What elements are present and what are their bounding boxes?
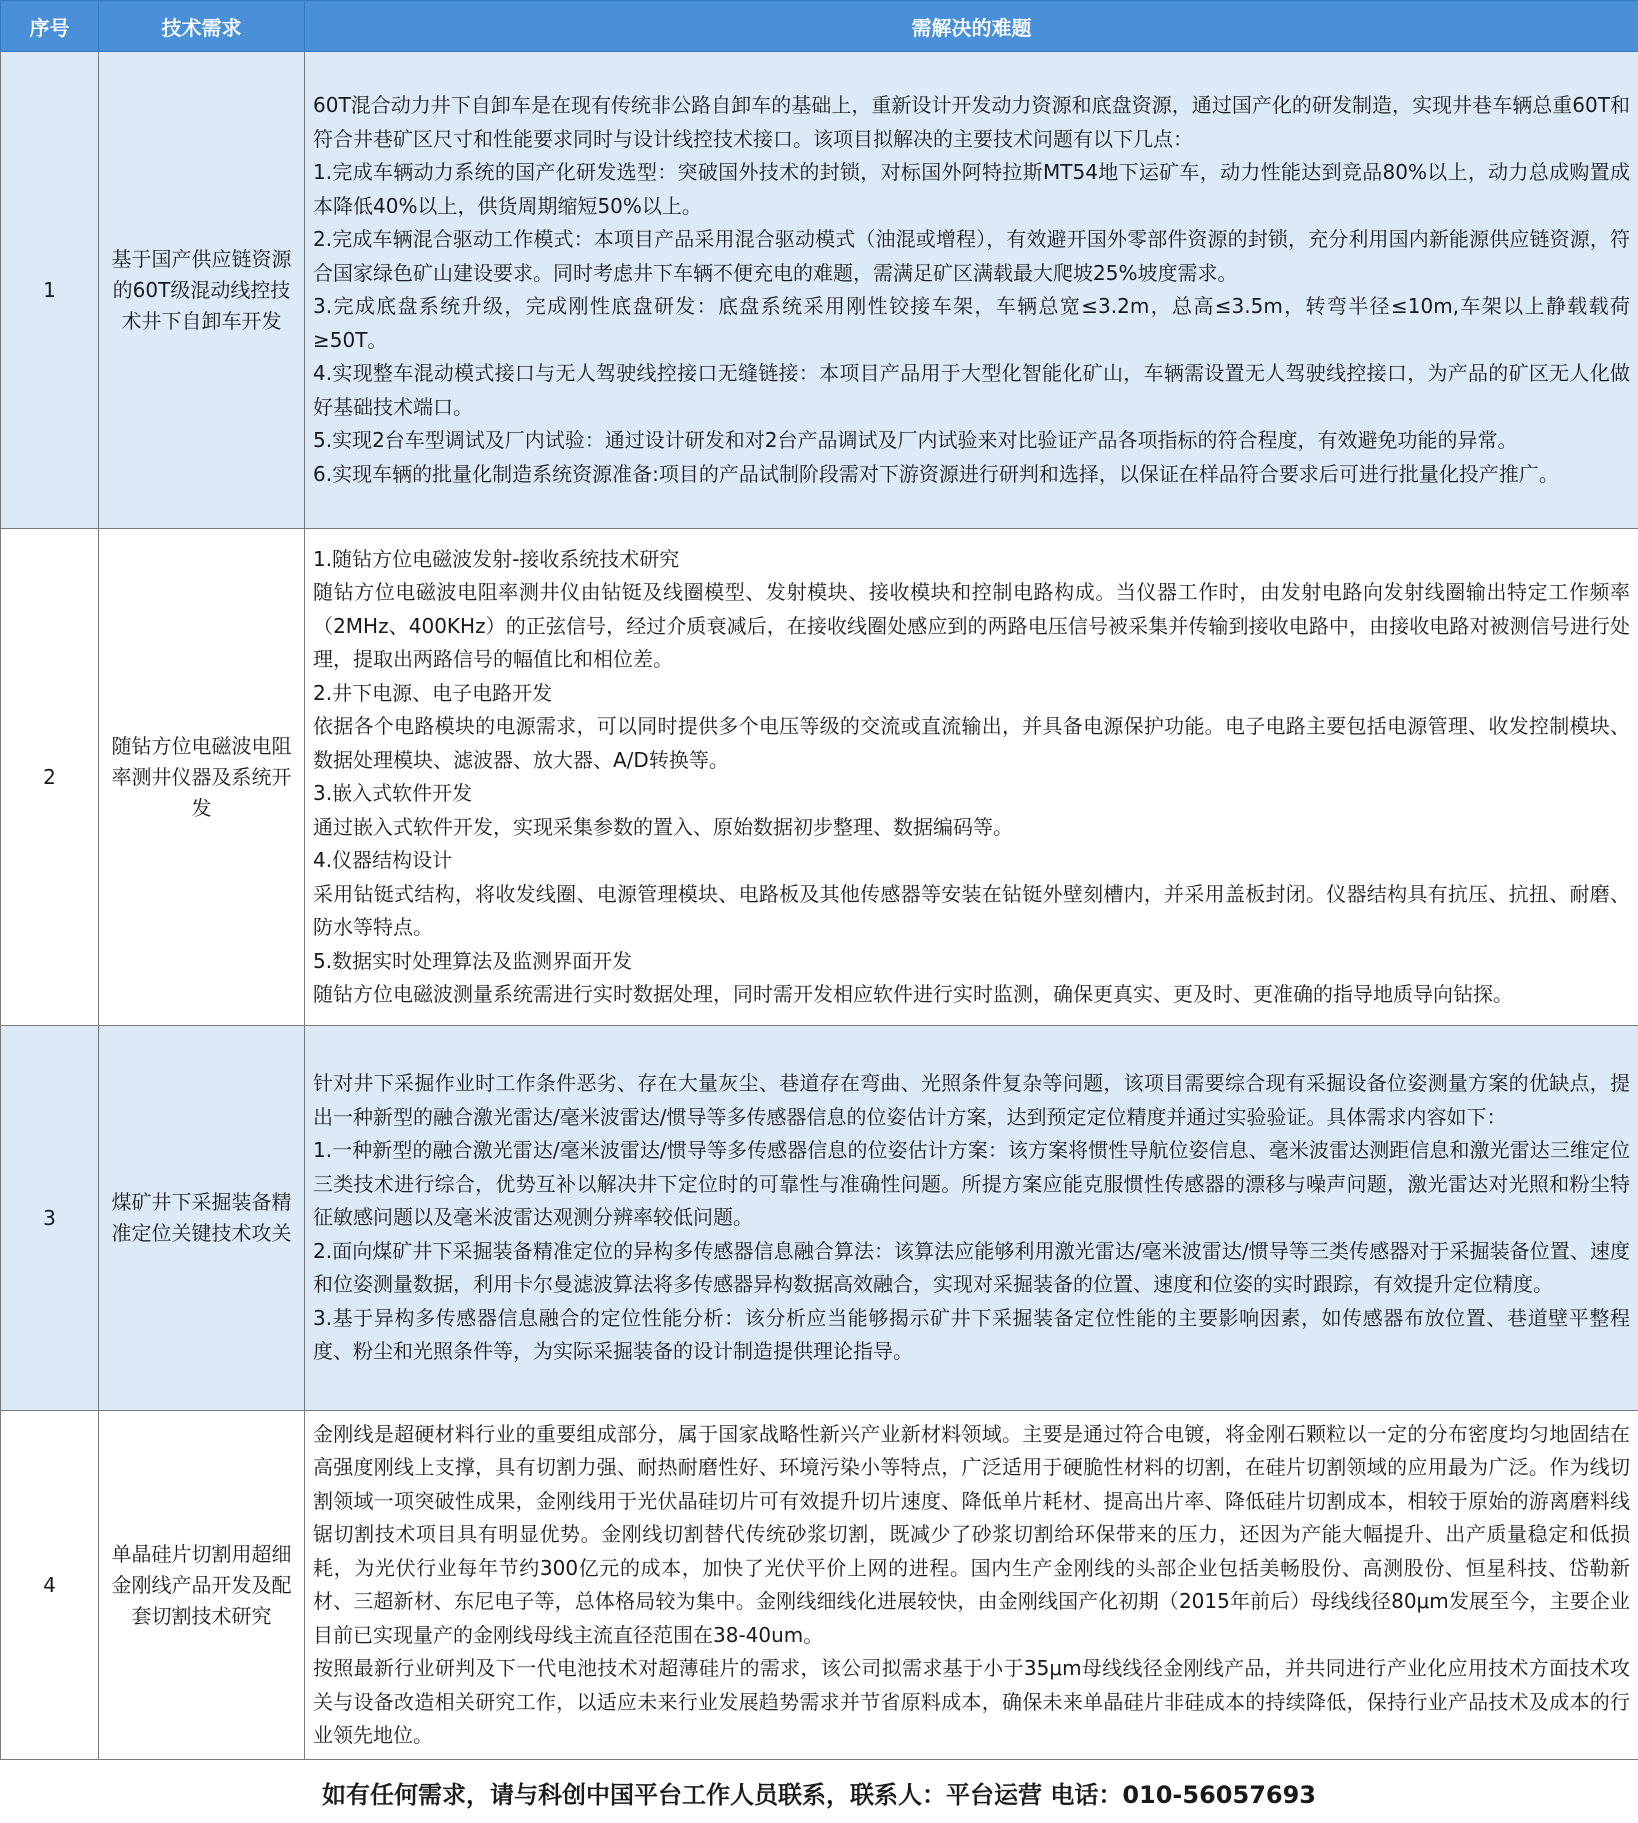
- row-problem-description: [305, 52, 1638, 529]
- table-row: [1, 529, 1638, 1026]
- problem-paragraph: 4.仪器结构设计: [313, 848, 453, 872]
- problem-paragraph: 3.完成底盘系统升级，完成刚性底盘研发：底盘系统采用刚性铰接车架，车辆总宽≤3.2m，总高≤3.5m，转弯半径≤10m,车架以上静载载荷≥50T。: [313, 294, 1630, 352]
- problem-paragraph: 3.基于异构多传感器信息融合的定位性能分析：该分析应当能够揭示矿井下采掘装备定位性能的主要影响因素，如传感器布放位置、巷道壁平整程度、粉尘和光照条件等，为实际采掘装备的设计制造提供理论指导。: [313, 1305, 1630, 1364]
- problem-paragraph: 随钻方位电磁波测量系统需进行实时数据处理，同时需开发相应软件进行实时监测，确保更真实、更及时、更准确的指导地质导向钻探。: [313, 982, 1513, 1006]
- table-row: [1, 1411, 1638, 1760]
- row-technical-need: 随钻方位电磁波电阻率测井仪器及系统开发: [99, 529, 305, 1026]
- row-number: 4: [1, 1411, 99, 1760]
- header-serial-number: 序号: [1, 1, 99, 52]
- problem-paragraph: 5.实现2台车型调试及厂内试验：通过设计研发和对2台产品调试及厂内试验来对比验证产品各项指标的符合程度，有效避免功能的异常。: [313, 428, 1518, 452]
- problem-paragraph: 6.实现车辆的批量化制造系统资源准备:项目的产品试制阶段需对下游资源进行研判和选择，以保证在样品符合要求后可进行批量化投产推广。: [313, 461, 1559, 486]
- header-technical-need: 技术需求: [99, 1, 305, 52]
- problem-paragraph: 2.完成车辆混合驱动工作模式：本项目产品采用混合驱动模式（油混或增程），有效避开国外零部件资源的封锁，充分利用国内新能源供应链资源，符合国家绿色矿山建设要求。同时考虑井下车辆不便充电的难题，需满足矿区满载最大爬坡25%坡度需求。: [313, 227, 1630, 285]
- problem-paragraph: 通过嵌入式软件开发，实现采集参数的置入、原始数据初步整理、数据编码等。: [313, 814, 1013, 839]
- problem-paragraph: 1.完成车辆动力系统的国产化研发选型：突破国外技术的封锁，对标国外阿特拉斯MT54地下运矿车，动力性能达到竞品80%以上，动力总成购置成本降低40%以上，供货周期缩短50%以上。: [313, 160, 1630, 218]
- row-problem-description: [305, 529, 1638, 1026]
- table-header-row: [1, 1, 1638, 52]
- problem-paragraph: 依据各个电路模块的电源需求，可以同时提供多个电压等级的交流或直流输出，并具备电源保护功能。电子电路主要包括电源管理、收发控制模块、数据处理模块、滤波器、放大器、A/D转换等。: [313, 714, 1630, 772]
- row-number: 2: [1, 529, 99, 1026]
- problem-paragraph: 针对井下采掘作业时工作条件恶劣、存在大量灰尘、巷道存在弯曲、光照条件复杂等问题，该项目需要综合现有采掘设备位姿测量方案的优缺点，提出一种新型的融合激光雷达/毫米波雷达/惯导等多传感器信息的位姿估计方案，达到预定定位精度并通过实验验证。具体需求内容如下：: [313, 1071, 1630, 1129]
- problem-paragraph: 随钻方位电磁波电阻率测井仪由钻铤及线圈模型、发射模块、接收模块和控制电路构成。当仪器工作时，由发射电路向发射线圈输出特定工作频率（2MHz、400KHz）的正弦信号，经过介质衰减后，在接收线圈处感应到的两路电压信号被采集并传输到接收电路中，由接收电路对被测信号进行处理，提取出两路信号的幅值比和相位差。: [313, 580, 1630, 671]
- problem-paragraph: 金刚线是超硬材料行业的重要组成部分，属于国家战略性新兴产业新材料领域。主要是通过符合电镀，将金刚石颗粒以一定的分布密度均匀地固结在高强度刚线上支撑，具有切割力强、耐热耐磨性好、环境污染小等特点，广泛适用于硬脆性材料的切割，在硅片切割领域的应用最为广泛。作为线切割领域一项突破性成果，金刚线用于光伏晶硅切片可有效提升切片速度、降低单片耗材、提高出片率、降低硅片切割成本，相较于原始的游离磨料线锯切割技术项目具有明显优势。金刚线切割替代传统砂浆切割，既减少了砂浆切割给环保带来的压力，还因为产能大幅提升、出产质量稳定和低损耗，为光伏行业每年节约300亿元的成本，加快了光伏平价上网的进程。国内生产金刚线的头部企业包括美畅股份、高测股份、恒星科技、岱勒新材、三超新材、东尼电子等，总体格局较为集中。金刚线细线化进展较快，由金刚线国产化初期（2015年前后）母线线径80μm发展至今，主要企业目前已实现量产的金刚线母线主流直径范围在38-40um。: [313, 1421, 1630, 1647]
- problem-paragraph: 采用钻铤式结构，将收发线圈、电源管理模块、电路板及其他传感器等安装在钻铤外壁刻槽内，并采用盖板封闭。仪器结构具有抗压、抗扭、耐磨、防水等特点。: [313, 881, 1630, 939]
- row-problem-description: [305, 1026, 1638, 1411]
- problem-paragraph: 1.一种新型的融合激光雷达/毫米波雷达/惯导等多传感器信息的位姿估计方案：该方案将惯性导航位姿信息、毫米波雷达测距信息和激光雷达三维定位三类技术进行综合，优势互补以解决井下定位时的可靠性与准确性问题。所提方案应能克服惯性传感器的漂移与噪声问题，激光雷达对光照和粉尘特征敏感问题以及毫米波雷达观测分辨率较低问题。: [313, 1138, 1630, 1230]
- row-number: 3: [1, 1026, 99, 1411]
- problem-paragraph: 1.随钻方位电磁波发射-接收系统技术研究: [313, 546, 680, 571]
- header-problem-to-solve: 需解决的难题: [305, 1, 1638, 52]
- table-row: [1, 1026, 1638, 1411]
- row-number: 1: [1, 52, 99, 529]
- problem-paragraph: 4.实现整车混动模式接口与无人驾驶线控接口无缝链接：本项目产品用于大型化智能化矿山，车辆需设置无人驾驶线控接口，为产品的矿区无人化做好基础技术端口。: [313, 361, 1630, 419]
- problem-paragraph: 5.数据实时处理算法及监测界面开发: [313, 948, 633, 973]
- row-technical-need: 煤矿井下采掘装备精准定位关键技术攻关: [99, 1026, 305, 1411]
- row-technical-need: 单晶硅片切割用超细金刚线产品开发及配套切割技术研究: [99, 1411, 305, 1760]
- problem-paragraph: 2.面向煤矿井下采掘装备精准定位的异构多传感器信息融合算法：该算法应能够利用激光雷达/毫米波雷达/惯导等三类传感器对于采掘装备位置、速度和位姿测量数据，利用卡尔曼滤波算法将多传感器异构数据高效融合，实现对采掘装备的位置、速度和位姿的实时跟踪，有效提升定位精度。: [313, 1238, 1630, 1297]
- problem-paragraph: 3.嵌入式软件开发: [313, 781, 473, 805]
- table-row: [1, 52, 1638, 529]
- row-problem-description: [305, 1411, 1638, 1760]
- problem-paragraph: 2.井下电源、电子电路开发: [313, 680, 553, 705]
- row-technical-need: 基于国产供应链资源的60T级混动线控技术井下自卸车开发: [99, 52, 305, 529]
- problem-paragraph: 按照最新行业研判及下一代电池技术对超薄硅片的需求，该公司拟需求基于小于35μm母线线径金刚线产品，并共同进行产业化应用技术方面技术攻关与设备改造相关研究工作，以适应未来行业发展趋势需求并节省原料成本，确保未来单晶硅片非硅成本的持续降低，保持行业产品技术及成本的行业领先地位。: [313, 1656, 1630, 1747]
- contact-footer: 如有任何需求，请与科创中国平台工作人员联系，联系人：平台运营 电话：010-56057693: [321, 1780, 1316, 1809]
- problem-paragraph: 60T混合动力井下自卸车是在现有传统非公路自卸车的基础上，重新设计开发动力资源和底盘资源，通过国产化的研发制造，实现井巷车辆总重60T和符合井巷矿区尺寸和性能要求同时与设计线控技术接口。该项目拟解决的主要技术问题有以下几点：: [313, 93, 1630, 151]
